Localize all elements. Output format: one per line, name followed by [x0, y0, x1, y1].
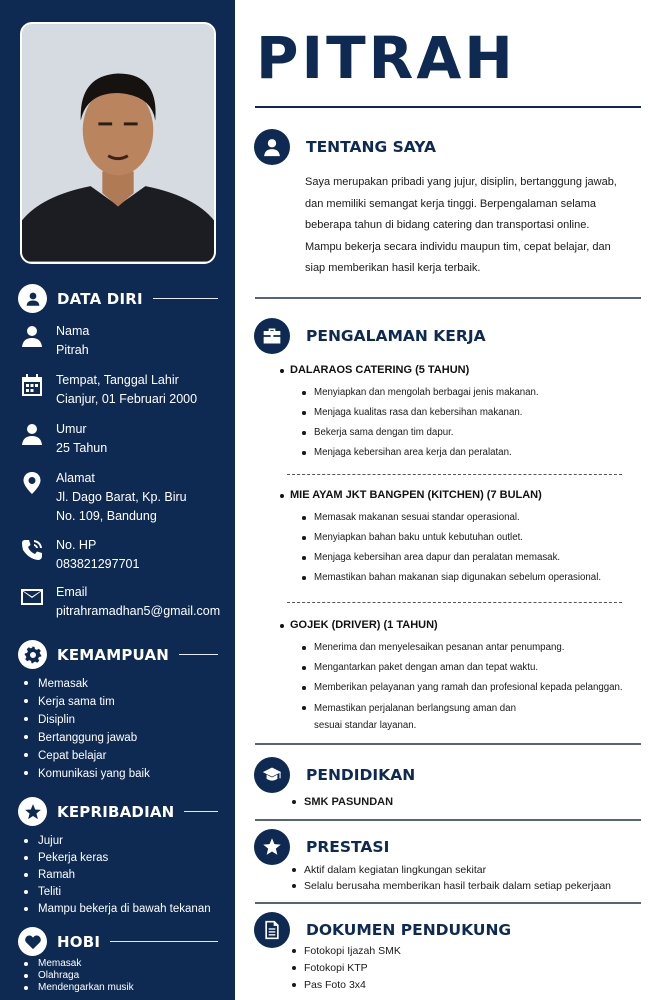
tentang-header: [254, 129, 436, 165]
info-label: No. HP: [56, 538, 97, 552]
about-line: Saya merupakan pribadi yang jujur, disiplin, bertanggung jawab,: [305, 176, 617, 188]
kepribadian-title: KEPRIBADIAN: [57, 802, 175, 821]
info-value: pitrahramadhan5@gmail.com: [56, 604, 221, 618]
divider: [184, 811, 218, 813]
duty-item: Memasak makanan sesuai standar operasional.: [300, 508, 645, 528]
job-title: MIE AYAM JKT BANGPEN (KITCHEN) (7 BULAN): [290, 489, 542, 501]
list-item: Disiplin: [24, 711, 229, 729]
info-ttl: [20, 371, 230, 409]
info-label: Tempat, Tanggal Lahir: [56, 373, 179, 387]
location-pin-icon: [20, 471, 44, 495]
list-item: Fotokopi KTP: [290, 960, 650, 977]
heart-icon: [18, 927, 47, 956]
divider: [153, 298, 218, 300]
info-value: Jl. Dago Barat, Kp. Biru: [56, 490, 187, 504]
data-diri-header: [18, 284, 218, 313]
list-item: Olahraga: [24, 970, 229, 982]
list-item: Mampu bekerja di bawah tekanan: [24, 901, 229, 918]
person-icon: [20, 324, 44, 348]
graduation-cap-icon: [254, 757, 290, 793]
duty-item: Memberikan pelayanan yang ramah dan profesional kepada pelanggan.: [300, 678, 645, 698]
envelope-icon: [20, 585, 44, 609]
dashed-divider: [287, 602, 622, 603]
profile-photo: [20, 22, 216, 264]
duty-item: Menjaga kebersihan area kerja dan peralatan.: [300, 443, 645, 463]
prestasi-header: [254, 829, 389, 865]
list-item: Pas Foto 3x4: [290, 977, 650, 994]
section-divider: [255, 902, 641, 904]
duty-item: Menyiapkan bahan baku untuk kebutuhan outlet.: [300, 528, 645, 548]
info-label: Email: [56, 585, 88, 599]
info-value: 083821297701: [56, 557, 140, 571]
list-item: Teliti: [24, 884, 229, 901]
person-icon: [20, 422, 44, 446]
divider: [179, 654, 218, 656]
list-item: Memasak: [24, 958, 229, 970]
list-item: SMK PASUNDAN: [290, 794, 650, 810]
prestasi-title: PRESTASI: [306, 838, 390, 856]
pengalaman-title: PENGALAMAN KERJA: [306, 327, 486, 345]
info-email: [20, 583, 230, 621]
dokumen-list: [290, 943, 650, 994]
full-name: PITRAH: [256, 24, 516, 92]
about-line: dan memiliki semangat kerja tinggi. Berpengalaman selama: [305, 197, 597, 210]
kemampuan-list: [24, 675, 229, 783]
sidebar: [0, 0, 235, 1000]
about-text: [305, 172, 645, 280]
kemampuan-header: [18, 640, 218, 669]
star-icon: [254, 829, 290, 865]
info-value: Cianjur, 01 Februari 2000: [56, 392, 198, 406]
briefcase-icon: [254, 318, 290, 354]
star-icon: [18, 797, 47, 826]
list-item: Cepat belajar: [24, 747, 229, 765]
list-item: Bertanggung jawab: [24, 729, 229, 747]
job-title: DALARAOS CATERING (5 TAHUN): [290, 364, 470, 376]
kemampuan-title: KEMAMPUAN: [57, 645, 170, 664]
info-value: Pitrah: [56, 343, 89, 357]
pendidikan-header: [254, 757, 415, 793]
job-title: GOJEK (DRIVER) (1 TAHUN): [290, 619, 438, 631]
section-divider: [255, 297, 641, 299]
list-item: Komunikasi yang baik: [24, 765, 229, 783]
hobi-title: HOBI: [57, 932, 101, 951]
info-alamat: [20, 469, 230, 526]
info-label: Alamat: [56, 471, 95, 485]
duty-item: Menerima dan menyelesaikan pesanan antar penumpang.: [300, 638, 645, 658]
info-label: Nama: [56, 324, 90, 338]
gear-icon: [18, 640, 47, 669]
title-underline: [255, 106, 641, 108]
list-item: Selalu berusaha memberikan hasil terbaik dalam setiap pekerjaan: [290, 878, 650, 894]
portrait-image: [22, 24, 214, 262]
duty-item: Menjaga kualitas rasa dan kebersihan makanan.: [300, 403, 645, 423]
tentang-title: TENTANG SAYA: [306, 138, 437, 156]
list-item: Fotokopi Ijazah SMK: [290, 943, 650, 960]
info-umur: [20, 420, 230, 458]
duty-item: Menyiapkan dan mengolah berbagai jenis makanan.: [300, 383, 645, 403]
job-duties: [300, 383, 645, 463]
divider: [110, 941, 218, 943]
pengalaman-header: [254, 318, 486, 354]
dokumen-title: DOKUMEN PENDUKUNG: [306, 921, 512, 939]
duty-item: Mengantarkan paket dengan aman dan tepat waktu.: [300, 658, 645, 678]
dashed-divider: [287, 474, 622, 475]
job-duties: [300, 508, 645, 588]
info-label: Umur: [56, 422, 87, 436]
list-item: Jujur: [24, 833, 229, 850]
hobi-header: [18, 927, 218, 956]
job-duties: [300, 638, 645, 734]
prestasi-list: [290, 862, 650, 894]
data-diri-title: DATA DIRI: [57, 289, 143, 308]
info-hp: [20, 536, 230, 574]
duty-item: Bekerja sama dengan tim dapur.: [300, 423, 645, 443]
list-item: Pekerja keras: [24, 850, 229, 867]
kepribadian-list: [24, 833, 229, 918]
document-icon: [254, 912, 290, 948]
duty-item: Memastikan perjalanan berlangsung aman dan sesuai standar layanan.: [300, 698, 540, 734]
user-circle-icon: [18, 284, 47, 313]
about-line: siap memberikan hasil kerja terbaik.: [305, 262, 481, 274]
calendar-icon: [20, 373, 44, 397]
list-item: Kerja sama tim: [24, 693, 229, 711]
info-value: 25 Tahun: [56, 441, 108, 455]
duty-item: Memastikan bahan makanan siap digunakan sebelum operasional.: [300, 568, 645, 588]
pendidikan-list: [290, 794, 650, 810]
kepribadian-header: [18, 797, 218, 826]
phone-icon: [20, 538, 44, 562]
about-line: beberapa tahun di bidang catering dan transportasi online.: [305, 219, 590, 231]
hobi-list: [24, 958, 229, 994]
pendidikan-title: PENDIDIKAN: [306, 766, 416, 784]
list-item: Aktif dalam kegiatan lingkungan sekitar: [290, 862, 650, 878]
user-icon: [254, 129, 290, 165]
section-divider: [255, 743, 641, 745]
info-value-line2: No. 109, Bandung: [56, 509, 157, 523]
list-item: Ramah: [24, 867, 229, 884]
list-item: Memasak: [24, 675, 229, 693]
about-line: Mampu bekerja secara individu maupun tim, cepat belajar, dan: [305, 240, 611, 253]
list-item: Mendengarkan musik: [24, 982, 229, 994]
duty-item: Menjaga kebersihan area dapur dan peralatan memasak.: [300, 548, 645, 568]
section-divider: [255, 819, 641, 821]
info-nama: [20, 322, 230, 360]
